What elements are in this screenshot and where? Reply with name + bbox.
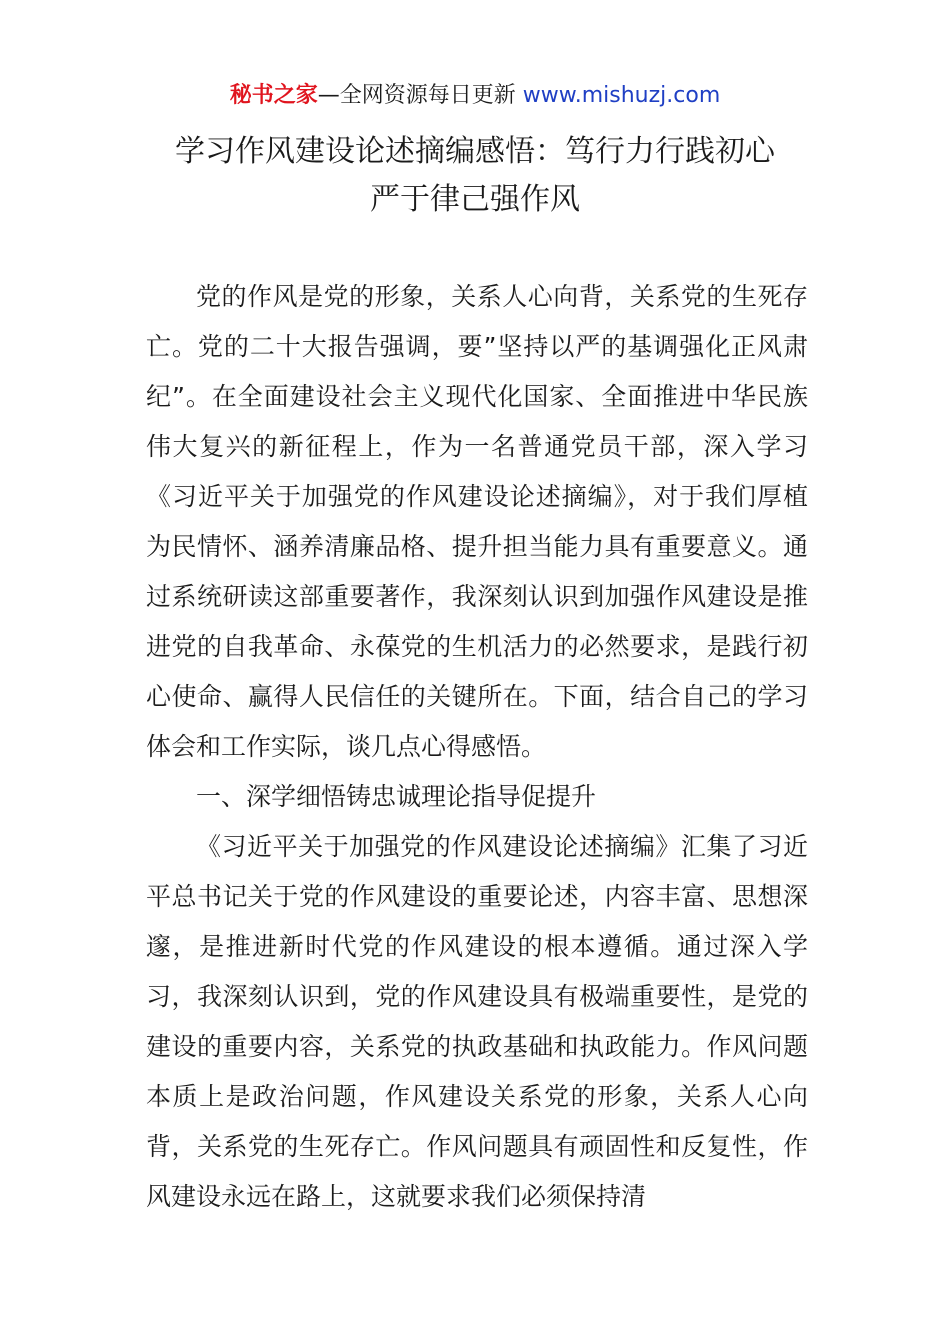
banner-slogan: —全网资源每日更新 (317, 83, 523, 108)
title-line-2: 严于律己强作风 (370, 182, 580, 217)
document-body (146, 272, 808, 1222)
banner-url-link[interactable]: www.mishuzj.com (522, 83, 721, 108)
title-line-1: 学习作风建设论述摘编感悟：笃行力行践初心 (175, 134, 775, 169)
paragraph-section-1: 《习近平关于加强党的作风建设论述摘编》汇集了习近平总书记关于党的作风建设的重要论述，内容丰富、思想深邃，是推进新时代党的作风建设的根本遵循。通过深入学习，我深刻认识到，党的作风建设具有极端重要性，是党的建设的重要内容，关系党的执政基础和执政能力。作风问题本质上是政治问题，作风建设关系党的形象，关系人心向背，关系党的生死存亡。作风问题具有顽固性和反复性，作风建设永远在路上，这就要求我们必须保持清 (146, 832, 808, 1211)
banner-brand: 秘书之家 (229, 83, 318, 108)
site-banner (0, 80, 950, 112)
paragraph-intro: 党的作风是党的形象，关系人心向背，关系党的生死存亡。党的二十大报告强调，要”坚持以严的基调强化正风肃纪”。在全面建设社会主义现代化国家、全面推进中华民族伟大复兴的新征程上，作为一名普通党员干部，深入学习《习近平关于加强党的作风建设论述摘编》，对于我们厚植为民情怀、涵养清廉品格、提升担当能力具有重要意义。通过系统研读这部重要著作，我深刻认识到加强作风建设是推进党的自我革命、永葆党的生机活力的必然要求，是践行初心使命、赢得人民信任的关键所在。下面，结合自己的学习体会和工作实际，谈几点心得感悟。 (146, 282, 808, 761)
section-heading-1: 一、深学细悟铸忠诚理论指导促提升 (196, 782, 597, 811)
document-title (60, 128, 890, 224)
